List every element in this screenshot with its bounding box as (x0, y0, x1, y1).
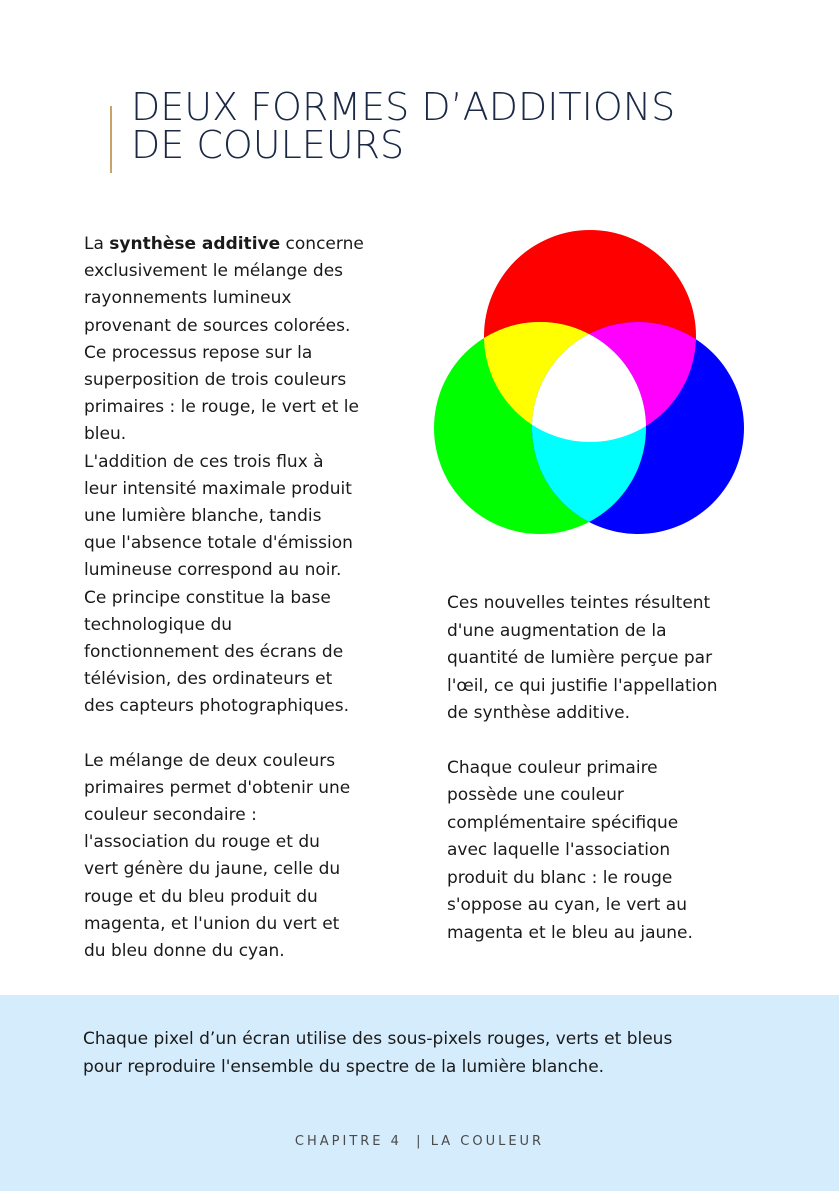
text-line: superposition de trois couleurs (84, 370, 347, 391)
text-line: complémentaire spécifique (447, 812, 679, 833)
text-line: technologique du (84, 614, 233, 635)
text-line: du bleu donne du cyan. (84, 941, 285, 962)
text-line: avec laquelle l'association (447, 840, 671, 860)
text-line: fonctionnement des écrans de (84, 642, 344, 663)
page-title-line-1: DEUX FORMES D’ADDITIONS (131, 85, 676, 129)
text-line: magenta et le bleu au jaune. (447, 922, 693, 943)
text-line: Chaque couleur primaire (447, 757, 658, 778)
text-line: s'oppose au cyan, le vert au (447, 895, 687, 915)
text-line: que l'absence totale d'émission (84, 533, 353, 554)
secondary-colors-paragraph (84, 748, 404, 966)
complementary-colors-paragraph (447, 755, 777, 948)
text-line: primaires permet d'obtenir une (84, 777, 351, 798)
text-line: possède une couleur (447, 785, 624, 805)
text-line: des capteurs photographiques. (84, 696, 350, 717)
callout-line: pour reproduire l'ensemble du spectre de la lumière blanche. (83, 1057, 605, 1077)
text-line: leur intensité maximale produit (84, 478, 352, 499)
rgb-additive-diagram (434, 230, 746, 538)
text-line (84, 231, 404, 258)
text-line: produit du blanc : le rouge (447, 867, 673, 888)
text-line: rouge et du bleu produit du (84, 886, 318, 907)
callout-line: Chaque pixel d’un écran utilise des sous-pixels rouges, verts et bleus (83, 1029, 673, 1049)
text-run: concerne (280, 234, 364, 254)
text-line: exclusivement le mélange des (84, 261, 344, 282)
text-line: L'addition de ces trois flux à (84, 451, 324, 472)
chapter-footer: CHAPITRE 4 | LA COULEUR (294, 1134, 545, 1149)
text-line: une lumière blanche, tandis (84, 506, 322, 527)
title-accent-bar (110, 106, 112, 173)
text-line: bleu. (84, 424, 127, 445)
text-line: magenta, et l'union du vert et (84, 913, 340, 934)
additive-synthesis-paragraph (84, 231, 404, 721)
text-line: provenant de sources colorées. (84, 315, 351, 336)
text-line: lumineuse correspond au noir. (84, 560, 342, 581)
text-line: quantité de lumière perçue par (447, 648, 713, 668)
bold-term: synthèse additive (109, 234, 281, 254)
text-line: Le mélange de deux couleurs (84, 750, 336, 771)
page-title (131, 85, 811, 167)
text-line: de synthèse additive. (447, 703, 630, 723)
callout-text (83, 1025, 783, 1081)
text-line: vert génère du jaune, celle du (84, 859, 341, 880)
left-text-column (84, 231, 404, 965)
text-line: rayonnements lumineux (84, 288, 292, 309)
text-line: Ce principe constitue la base (84, 587, 331, 608)
text-line: l'association du rouge et du (84, 832, 320, 853)
text-line: Ce processus repose sur la (84, 342, 313, 363)
page-title-line-2: DE COULEURS (131, 123, 405, 167)
text-line: l'œil, ce qui justifie l'appellation (447, 675, 718, 696)
right-text-column (447, 590, 777, 947)
text-line: d'une augmentation de la (447, 620, 667, 641)
text-line: couleur secondaire : (84, 805, 257, 826)
text-line: primaires : le rouge, le vert et le (84, 397, 359, 418)
text-line: Ces nouvelles teintes résultent (447, 593, 711, 613)
new-tints-paragraph (447, 590, 777, 728)
text-line: télévision, des ordinateurs et (84, 669, 333, 690)
text-run: La (84, 234, 110, 254)
